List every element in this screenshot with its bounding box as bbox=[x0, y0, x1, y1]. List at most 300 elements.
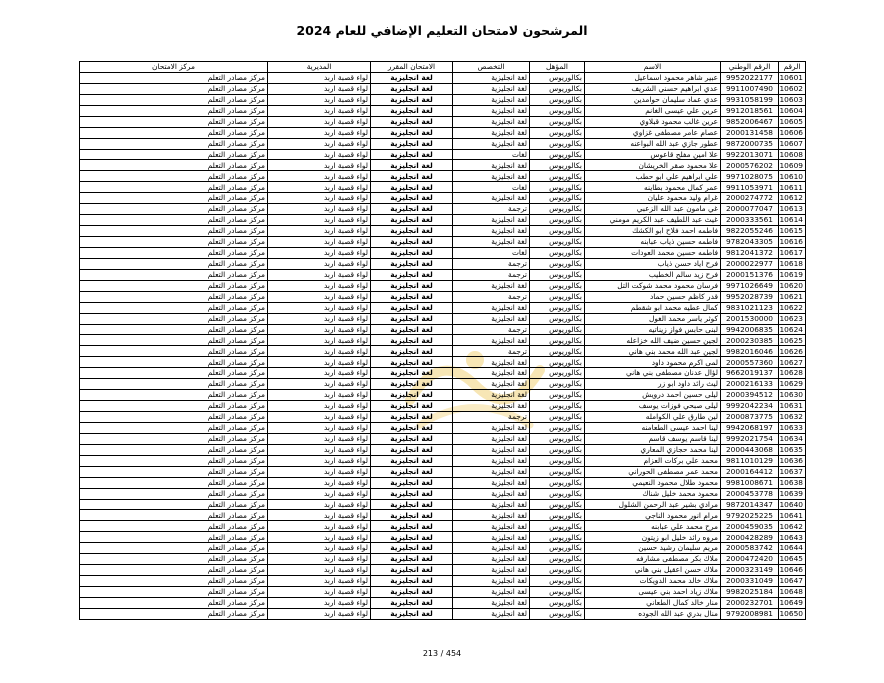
cell-qualification: بكالوريوس bbox=[530, 510, 585, 521]
cell-name: فرسان محمود محمد شوكت التل bbox=[585, 280, 721, 291]
cell-directorate: لواء قصبة اربد bbox=[268, 499, 371, 510]
cell-directorate: لواء قصبة اربد bbox=[268, 160, 371, 171]
table-row bbox=[80, 477, 806, 488]
cell-specialization: لغة انجليزية bbox=[453, 105, 530, 116]
cell-name: ملاك حسن اعقيل بني هاني bbox=[585, 565, 721, 576]
cell-exam: لغة انجليزية bbox=[371, 521, 453, 532]
cell-exam-center: مركز مصادر التعلم bbox=[80, 160, 268, 171]
cell-exam-center: مركز مصادر التعلم bbox=[80, 532, 268, 543]
cell-exam-center: مركز مصادر التعلم bbox=[80, 608, 268, 619]
cell-exam-center: مركز مصادر التعلم bbox=[80, 215, 268, 226]
cell-national-id: 9982016046 bbox=[721, 346, 779, 357]
cell-specialization: ترجمة bbox=[453, 412, 530, 423]
table-row bbox=[80, 597, 806, 608]
cell-directorate: لواء قصبة اربد bbox=[268, 587, 371, 598]
cell-exam-center: مركز مصادر التعلم bbox=[80, 258, 268, 269]
cell-exam: لغة انجليزية bbox=[371, 83, 453, 94]
cell-directorate: لواء قصبة اربد bbox=[268, 368, 371, 379]
cell-exam: لغة انجليزية bbox=[371, 565, 453, 576]
cell-exam-center: مركز مصادر التعلم bbox=[80, 302, 268, 313]
cell-directorate: لواء قصبة اربد bbox=[268, 565, 371, 576]
cell-specialization: لغة انجليزية bbox=[453, 455, 530, 466]
cell-specialization: لغة انجليزية bbox=[453, 597, 530, 608]
cell-qualification: بكالوريوس bbox=[530, 302, 585, 313]
cell-national-id: 2000216133 bbox=[721, 379, 779, 390]
cell-qualification: بكالوريوس bbox=[530, 127, 585, 138]
cell-national-id: 9942006835 bbox=[721, 324, 779, 335]
cell-national-id: 2000274772 bbox=[721, 193, 779, 204]
cell-directorate: لواء قصبة اربد bbox=[268, 237, 371, 248]
cell-exam-center: مركز مصادر التعلم bbox=[80, 291, 268, 302]
table-row bbox=[80, 291, 806, 302]
cell-exam: لغة انجليزية bbox=[371, 215, 453, 226]
cell-specialization: لغات bbox=[453, 149, 530, 160]
cell-qualification: بكالوريوس bbox=[530, 226, 585, 237]
cell-qualification: بكالوريوس bbox=[530, 105, 585, 116]
cell-national-id: 9812041372 bbox=[721, 247, 779, 258]
cell-exam: لغة انجليزية bbox=[371, 357, 453, 368]
cell-national-id: 2000331049 bbox=[721, 576, 779, 587]
cell-exam-center: مركز مصادر التعلم bbox=[80, 94, 268, 105]
cell-national-id: 9822055246 bbox=[721, 226, 779, 237]
cell-exam: لغة انجليزية bbox=[371, 532, 453, 543]
cell-national-id: 2000022977 bbox=[721, 258, 779, 269]
cell-exam-center: مركز مصادر التعلم bbox=[80, 204, 268, 215]
cell-qualification: بكالوريوس bbox=[530, 313, 585, 324]
table-row bbox=[80, 401, 806, 412]
cell-name: غرام وليد محمود عليان bbox=[585, 193, 721, 204]
cell-id: 10632 bbox=[779, 412, 806, 423]
cell-directorate: لواء قصبة اربد bbox=[268, 269, 371, 280]
cell-exam-center: مركز مصادر التعلم bbox=[80, 510, 268, 521]
cell-exam-center: مركز مصادر التعلم bbox=[80, 237, 268, 248]
cell-exam: لغة انجليزية bbox=[371, 105, 453, 116]
cell-name: علا امين مفلح قاعوس bbox=[585, 149, 721, 160]
cell-name: لمى اكرم محمود داود bbox=[585, 357, 721, 368]
cell-name: لجين عبد الله محمد بني هاني bbox=[585, 346, 721, 357]
cell-specialization: لغة انجليزية bbox=[453, 576, 530, 587]
cell-exam-center: مركز مصادر التعلم bbox=[80, 466, 268, 477]
cell-qualification: بكالوريوس bbox=[530, 94, 585, 105]
table-row bbox=[80, 422, 806, 433]
table-row bbox=[80, 215, 806, 226]
cell-directorate: لواء قصبة اربد bbox=[268, 204, 371, 215]
cell-directorate: لواء قصبة اربد bbox=[268, 543, 371, 554]
cell-name: مروه رائد خليل ابو زيتون bbox=[585, 532, 721, 543]
cell-national-id: 2000576202 bbox=[721, 160, 779, 171]
cell-national-id: 9931058199 bbox=[721, 94, 779, 105]
cell-national-id: 9831021123 bbox=[721, 302, 779, 313]
cell-specialization: لغة انجليزية bbox=[453, 160, 530, 171]
cell-name: لينا قاسم يوسف قاسم bbox=[585, 433, 721, 444]
table-header-row bbox=[80, 62, 806, 73]
cell-exam-center: مركز مصادر التعلم bbox=[80, 335, 268, 346]
cell-national-id: 2000230385 bbox=[721, 335, 779, 346]
cell-id: 10621 bbox=[779, 291, 806, 302]
cell-qualification: بكالوريوس bbox=[530, 204, 585, 215]
cell-id: 10607 bbox=[779, 138, 806, 149]
cell-name: محمود محمد خليل شناك bbox=[585, 488, 721, 499]
cell-qualification: بكالوريوس bbox=[530, 83, 585, 94]
cell-directorate: لواء قصبة اربد bbox=[268, 291, 371, 302]
cell-id: 10643 bbox=[779, 532, 806, 543]
cell-exam-center: مركز مصادر التعلم bbox=[80, 116, 268, 127]
cell-specialization: لغة انجليزية bbox=[453, 313, 530, 324]
cell-specialization: لغة انجليزية bbox=[453, 335, 530, 346]
table-row bbox=[80, 455, 806, 466]
table-row bbox=[80, 182, 806, 193]
cell-id: 10614 bbox=[779, 215, 806, 226]
cell-national-id: 2000443068 bbox=[721, 444, 779, 455]
table-body bbox=[80, 72, 806, 619]
cell-name: فاطمه حسين ذياب عبابنه bbox=[585, 237, 721, 248]
cell-exam: لغة انجليزية bbox=[371, 182, 453, 193]
cell-qualification: بكالوريوس bbox=[530, 193, 585, 204]
cell-exam-center: مركز مصادر التعلم bbox=[80, 499, 268, 510]
cell-specialization: لغة انجليزية bbox=[453, 554, 530, 565]
cell-directorate: لواء قصبة اربد bbox=[268, 83, 371, 94]
cell-id: 10613 bbox=[779, 204, 806, 215]
cell-name: فرح اياد حسن ذياب bbox=[585, 258, 721, 269]
cell-id: 10642 bbox=[779, 521, 806, 532]
cell-id: 10602 bbox=[779, 83, 806, 94]
cell-directorate: لواء قصبة اربد bbox=[268, 433, 371, 444]
cell-exam: لغة انجليزية bbox=[371, 401, 453, 412]
cell-id: 10620 bbox=[779, 280, 806, 291]
cell-name: لجين حسين ضيف الله خزاعله bbox=[585, 335, 721, 346]
cell-exam: لغة انجليزية bbox=[371, 116, 453, 127]
cell-exam-center: مركز مصادر التعلم bbox=[80, 477, 268, 488]
cell-qualification: بكالوريوس bbox=[530, 597, 585, 608]
cell-exam-center: مركز مصادر التعلم bbox=[80, 554, 268, 565]
header-exam-center: مركز الامتحان bbox=[80, 62, 268, 73]
cell-specialization: لغة انجليزية bbox=[453, 226, 530, 237]
cell-specialization: ترجمة bbox=[453, 269, 530, 280]
cell-national-id: 9872000735 bbox=[721, 138, 779, 149]
cell-directorate: لواء قصبة اربد bbox=[268, 226, 371, 237]
cell-exam: لغة انجليزية bbox=[371, 72, 453, 83]
cell-exam: لغة انجليزية bbox=[371, 587, 453, 598]
cell-exam: لغة انجليزية bbox=[371, 149, 453, 160]
cell-exam: لغة انجليزية bbox=[371, 193, 453, 204]
cell-name: عصام عامر مصطفى غزاوي bbox=[585, 127, 721, 138]
cell-exam: لغة انجليزية bbox=[371, 466, 453, 477]
cell-exam-center: مركز مصادر التعلم bbox=[80, 521, 268, 532]
cell-national-id: 2000131458 bbox=[721, 127, 779, 138]
cell-qualification: بكالوريوس bbox=[530, 608, 585, 619]
cell-name: مرام انور محمود الناجي bbox=[585, 510, 721, 521]
cell-id: 10611 bbox=[779, 182, 806, 193]
cell-directorate: لواء قصبة اربد bbox=[268, 127, 371, 138]
cell-name: ليلى صبحي فوزات يوسف bbox=[585, 401, 721, 412]
cell-exam-center: مركز مصادر التعلم bbox=[80, 412, 268, 423]
cell-qualification: بكالوريوس bbox=[530, 269, 585, 280]
cell-name: محمود طلال محمود النعيمي bbox=[585, 477, 721, 488]
cell-qualification: بكالوريوس bbox=[530, 466, 585, 477]
cell-exam-center: مركز مصادر التعلم bbox=[80, 226, 268, 237]
cell-id: 10638 bbox=[779, 477, 806, 488]
cell-specialization: لغة انجليزية bbox=[453, 532, 530, 543]
table-row bbox=[80, 171, 806, 182]
cell-exam: لغة انجليزية bbox=[371, 543, 453, 554]
cell-exam-center: مركز مصادر التعلم bbox=[80, 247, 268, 258]
table-row bbox=[80, 335, 806, 346]
cell-qualification: بكالوريوس bbox=[530, 280, 585, 291]
cell-name: منال بدري عبد الله الجوده bbox=[585, 608, 721, 619]
cell-exam: لغة انجليزية bbox=[371, 237, 453, 248]
table-row bbox=[80, 379, 806, 390]
cell-specialization: لغة انجليزية bbox=[453, 280, 530, 291]
cell-national-id: 9782043305 bbox=[721, 237, 779, 248]
cell-name: مرادي بشير عبد الرحمن الشلول bbox=[585, 499, 721, 510]
cell-name: عدي ابراهيم حسني الشريف bbox=[585, 83, 721, 94]
cell-name: ملاك خالد محمد الدويكات bbox=[585, 576, 721, 587]
cell-id: 10626 bbox=[779, 346, 806, 357]
header-specialization: التخصص bbox=[453, 62, 530, 73]
cell-national-id: 9992042234 bbox=[721, 401, 779, 412]
cell-name: محمد علي بركات العزام bbox=[585, 455, 721, 466]
cell-exam-center: مركز مصادر التعلم bbox=[80, 346, 268, 357]
table-row bbox=[80, 269, 806, 280]
cell-exam: لغة انجليزية bbox=[371, 324, 453, 335]
cell-specialization: لغة انجليزية bbox=[453, 422, 530, 433]
cell-national-id: 9852006467 bbox=[721, 116, 779, 127]
table-row bbox=[80, 149, 806, 160]
table-row bbox=[80, 499, 806, 510]
cell-exam: لغة انجليزية bbox=[371, 597, 453, 608]
cell-specialization: لغة انجليزية bbox=[453, 116, 530, 127]
cell-specialization: ترجمة bbox=[453, 324, 530, 335]
table-row bbox=[80, 510, 806, 521]
cell-exam-center: مركز مصادر التعلم bbox=[80, 576, 268, 587]
cell-exam: لغة انجليزية bbox=[371, 444, 453, 455]
cell-qualification: بكالوريوس bbox=[530, 499, 585, 510]
cell-exam-center: مركز مصادر التعلم bbox=[80, 543, 268, 554]
cell-qualification: بكالوريوس bbox=[530, 324, 585, 335]
cell-exam-center: مركز مصادر التعلم bbox=[80, 182, 268, 193]
cell-qualification: بكالوريوس bbox=[530, 521, 585, 532]
cell-qualification: بكالوريوس bbox=[530, 291, 585, 302]
cell-exam: لغة انجليزية bbox=[371, 422, 453, 433]
cell-exam: لغة انجليزية bbox=[371, 94, 453, 105]
cell-directorate: لواء قصبة اربد bbox=[268, 532, 371, 543]
cell-qualification: بكالوريوس bbox=[530, 401, 585, 412]
cell-directorate: لواء قصبة اربد bbox=[268, 488, 371, 499]
cell-exam: لغة انجليزية bbox=[371, 455, 453, 466]
cell-exam-center: مركز مصادر التعلم bbox=[80, 138, 268, 149]
cell-id: 10636 bbox=[779, 455, 806, 466]
cell-id: 10627 bbox=[779, 357, 806, 368]
cell-id: 10630 bbox=[779, 390, 806, 401]
cell-national-id: 2000164412 bbox=[721, 466, 779, 477]
cell-specialization: ترجمة bbox=[453, 291, 530, 302]
cell-directorate: لواء قصبة اربد bbox=[268, 422, 371, 433]
cell-exam: لغة انجليزية bbox=[371, 412, 453, 423]
cell-qualification: بكالوريوس bbox=[530, 215, 585, 226]
cell-national-id: 9872014347 bbox=[721, 499, 779, 510]
cell-national-id: 9942068197 bbox=[721, 422, 779, 433]
cell-directorate: لواء قصبة اربد bbox=[268, 510, 371, 521]
cell-id: 10603 bbox=[779, 94, 806, 105]
cell-specialization: لغة انجليزية bbox=[453, 477, 530, 488]
cell-name: ملاك زياد احمد بني عيسى bbox=[585, 587, 721, 598]
cell-qualification: بكالوريوس bbox=[530, 116, 585, 127]
cell-national-id: 9911007490 bbox=[721, 83, 779, 94]
cell-id: 10635 bbox=[779, 444, 806, 455]
cell-qualification: بكالوريوس bbox=[530, 455, 585, 466]
cell-qualification: بكالوريوس bbox=[530, 258, 585, 269]
cell-id: 10619 bbox=[779, 269, 806, 280]
cell-exam-center: مركز مصادر التعلم bbox=[80, 72, 268, 83]
cell-id: 10615 bbox=[779, 226, 806, 237]
cell-exam: لغة انجليزية bbox=[371, 313, 453, 324]
header-qualification: المؤهل bbox=[530, 62, 585, 73]
cell-name: عمر كمال محمود بطاينه bbox=[585, 182, 721, 193]
cell-id: 10629 bbox=[779, 379, 806, 390]
cell-id: 10634 bbox=[779, 433, 806, 444]
cell-qualification: بكالوريوس bbox=[530, 335, 585, 346]
cell-exam: لغة انجليزية bbox=[371, 477, 453, 488]
cell-exam-center: مركز مصادر التعلم bbox=[80, 488, 268, 499]
table-row bbox=[80, 565, 806, 576]
cell-directorate: لواء قصبة اربد bbox=[268, 280, 371, 291]
cell-directorate: لواء قصبة اربد bbox=[268, 94, 371, 105]
cell-id: 10623 bbox=[779, 313, 806, 324]
cell-specialization: لغات bbox=[453, 247, 530, 258]
cell-qualification: بكالوريوس bbox=[530, 587, 585, 598]
cell-name: غيث عبد اللطيف عبد الكريم مومني bbox=[585, 215, 721, 226]
cell-exam: لغة انجليزية bbox=[371, 576, 453, 587]
cell-specialization: لغة انجليزية bbox=[453, 608, 530, 619]
cell-exam-center: مركز مصادر التعلم bbox=[80, 368, 268, 379]
cell-national-id: 9811010129 bbox=[721, 455, 779, 466]
cell-exam-center: مركز مصادر التعلم bbox=[80, 433, 268, 444]
table-row bbox=[80, 554, 806, 565]
table-row bbox=[80, 72, 806, 83]
cell-specialization: لغة انجليزية bbox=[453, 171, 530, 182]
cell-qualification: بكالوريوس bbox=[530, 565, 585, 576]
cell-specialization: لغة انجليزية bbox=[453, 127, 530, 138]
cell-name: فرح زيد سالم الخطيب bbox=[585, 269, 721, 280]
cell-national-id: 9971026649 bbox=[721, 280, 779, 291]
cell-directorate: لواء قصبة اربد bbox=[268, 302, 371, 313]
cell-qualification: بكالوريوس bbox=[530, 368, 585, 379]
table-row bbox=[80, 433, 806, 444]
cell-name: علي ابراهيم علي ابو حطب bbox=[585, 171, 721, 182]
cell-qualification: بكالوريوس bbox=[530, 532, 585, 543]
cell-name: غي مامون عبد الله الزعبي bbox=[585, 204, 721, 215]
cell-exam-center: مركز مصادر التعلم bbox=[80, 597, 268, 608]
cell-exam: لغة انجليزية bbox=[371, 138, 453, 149]
cell-name: عبير شاهر محمود اسماعيل bbox=[585, 72, 721, 83]
table-row bbox=[80, 226, 806, 237]
cell-name: ليلى حسين احمد درويش bbox=[585, 390, 721, 401]
table-row bbox=[80, 105, 806, 116]
cell-exam-center: مركز مصادر التعلم bbox=[80, 379, 268, 390]
cell-id: 10604 bbox=[779, 105, 806, 116]
cell-directorate: لواء قصبة اربد bbox=[268, 138, 371, 149]
cell-national-id: 2000151376 bbox=[721, 269, 779, 280]
cell-id: 10644 bbox=[779, 543, 806, 554]
cell-directorate: لواء قصبة اربد bbox=[268, 149, 371, 160]
cell-id: 10612 bbox=[779, 193, 806, 204]
table-row bbox=[80, 346, 806, 357]
cell-directorate: لواء قصبة اربد bbox=[268, 554, 371, 565]
cell-directorate: لواء قصبة اربد bbox=[268, 346, 371, 357]
cell-name: كمال عطيه محمد ابو شقطم bbox=[585, 302, 721, 313]
cell-exam: لغة انجليزية bbox=[371, 226, 453, 237]
cell-specialization: لغة انجليزية bbox=[453, 357, 530, 368]
table-row bbox=[80, 138, 806, 149]
cell-national-id: 2000323149 bbox=[721, 565, 779, 576]
cell-national-id: 9792025225 bbox=[721, 510, 779, 521]
cell-name: علا محمود صقر الخريشان bbox=[585, 160, 721, 171]
cell-qualification: بكالوريوس bbox=[530, 488, 585, 499]
cell-qualification: بكالوريوس bbox=[530, 247, 585, 258]
cell-name: مرح محمد علي عبابنه bbox=[585, 521, 721, 532]
cell-exam: لغة انجليزية bbox=[371, 127, 453, 138]
cell-name: منار خالد كمال الطعاني bbox=[585, 597, 721, 608]
cell-national-id: 9982025184 bbox=[721, 587, 779, 598]
cell-qualification: بكالوريوس bbox=[530, 554, 585, 565]
cell-exam: لغة انجليزية bbox=[371, 346, 453, 357]
cell-specialization: لغة انجليزية bbox=[453, 390, 530, 401]
cell-national-id: 2000873775 bbox=[721, 412, 779, 423]
cell-qualification: بكالوريوس bbox=[530, 543, 585, 554]
cell-directorate: لواء قصبة اربد bbox=[268, 215, 371, 226]
table-row bbox=[80, 83, 806, 94]
cell-specialization: لغة انجليزية bbox=[453, 215, 530, 226]
table-row bbox=[80, 313, 806, 324]
cell-specialization: لغة انجليزية bbox=[453, 565, 530, 576]
cell-exam-center: مركز مصادر التعلم bbox=[80, 587, 268, 598]
cell-national-id: 2000232701 bbox=[721, 597, 779, 608]
cell-national-id: 9971028075 bbox=[721, 171, 779, 182]
cell-id: 10616 bbox=[779, 237, 806, 248]
cell-qualification: بكالوريوس bbox=[530, 149, 585, 160]
cell-exam: لغة انجليزية bbox=[371, 291, 453, 302]
cell-specialization: لغات bbox=[453, 182, 530, 193]
cell-qualification: بكالوريوس bbox=[530, 576, 585, 587]
cell-directorate: لواء قصبة اربد bbox=[268, 608, 371, 619]
cell-exam-center: مركز مصادر التعلم bbox=[80, 193, 268, 204]
cell-exam: لغة انجليزية bbox=[371, 510, 453, 521]
cell-directorate: لواء قصبة اربد bbox=[268, 116, 371, 127]
cell-exam-center: مركز مصادر التعلم bbox=[80, 127, 268, 138]
cell-exam-center: مركز مصادر التعلم bbox=[80, 357, 268, 368]
cell-directorate: لواء قصبة اربد bbox=[268, 466, 371, 477]
cell-specialization: لغة انجليزية bbox=[453, 466, 530, 477]
cell-specialization: لغة انجليزية bbox=[453, 433, 530, 444]
cell-qualification: بكالوريوس bbox=[530, 72, 585, 83]
cell-directorate: لواء قصبة اربد bbox=[268, 357, 371, 368]
cell-exam-center: مركز مصادر التعلم bbox=[80, 83, 268, 94]
cell-specialization: لغة انجليزية bbox=[453, 499, 530, 510]
cell-directorate: لواء قصبة اربد bbox=[268, 324, 371, 335]
table-row bbox=[80, 444, 806, 455]
cell-exam-center: مركز مصادر التعلم bbox=[80, 280, 268, 291]
table-row bbox=[80, 247, 806, 258]
cell-name: لؤال عدنان مصطفى بني هاني bbox=[585, 368, 721, 379]
cell-national-id: 2000428289 bbox=[721, 532, 779, 543]
table-row bbox=[80, 280, 806, 291]
cell-directorate: لواء قصبة اربد bbox=[268, 247, 371, 258]
cell-name: فاطمه احمد فلاح ابو الكشك bbox=[585, 226, 721, 237]
cell-name: عدي عماد سليمان حوامدين bbox=[585, 94, 721, 105]
header-id: الرقم bbox=[779, 62, 806, 73]
table-row bbox=[80, 576, 806, 587]
cell-exam-center: مركز مصادر التعلم bbox=[80, 444, 268, 455]
